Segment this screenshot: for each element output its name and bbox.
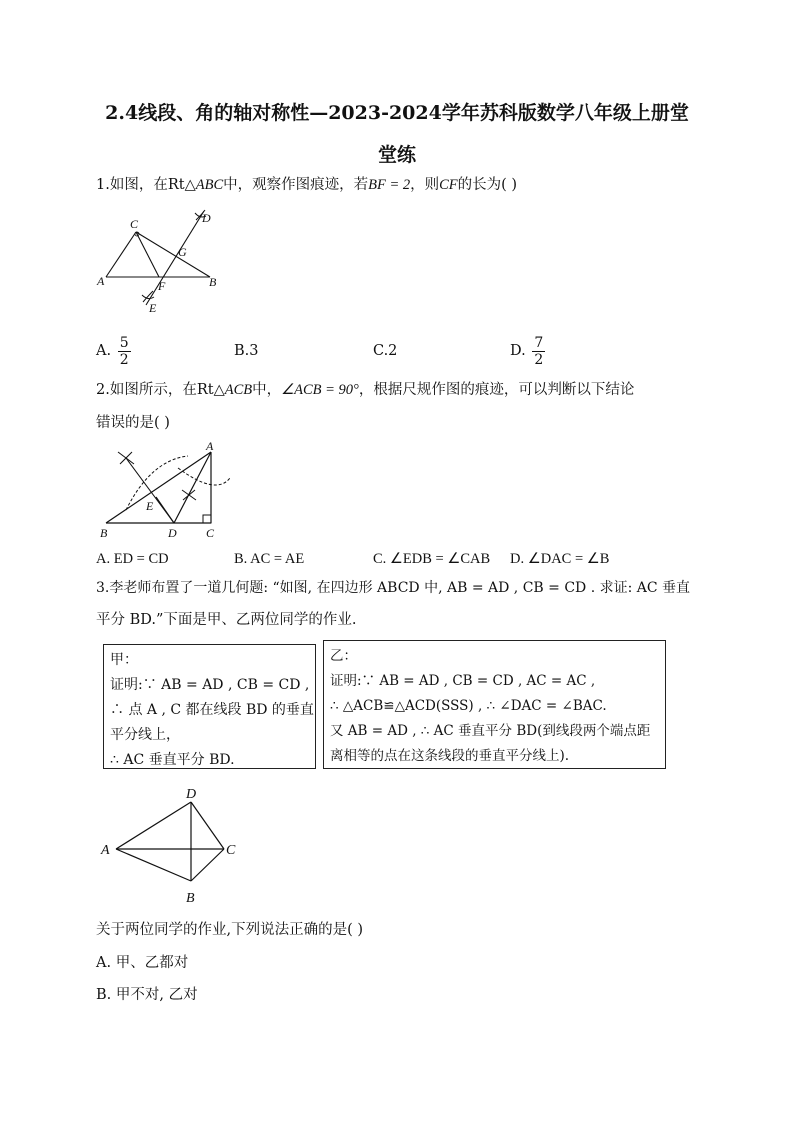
- q1-label-e: E: [149, 301, 157, 315]
- q2-option-c[interactable]: C. ∠EDB = ∠CAB: [373, 551, 491, 567]
- q1-option-a-label: A.: [96, 343, 112, 359]
- q1-label-g: G: [178, 245, 187, 259]
- jia-line-3: ∴ 点 A , C 都在线段 BD 的垂直: [110, 702, 314, 718]
- yi-proof-box: [323, 640, 666, 769]
- q3-label-a: A: [101, 843, 110, 858]
- jia-proof-box: [103, 644, 316, 769]
- q2-stem-text-a: 2.如图所示，在Rt△: [96, 382, 225, 398]
- q1-option-d-numerator: 7: [534, 334, 544, 351]
- q1-label-b: B: [209, 275, 217, 289]
- q2-label-b: B: [100, 526, 108, 540]
- q1-option-a-denominator: 2: [119, 351, 129, 368]
- q3-label-c: C: [226, 843, 236, 858]
- q2-label-a: A: [206, 439, 214, 453]
- q3-stem-line-1: 3.李老师布置了一道几何题: “如图, 在四边形 ABCD 中, AB = AD , CB = CD . 求证: AC 垂直: [96, 580, 691, 596]
- q1-option-d[interactable]: [510, 332, 545, 370]
- q1-option-b[interactable]: B.3: [234, 343, 259, 359]
- document-title: [60, 92, 734, 176]
- q1-segment-cf: CF: [439, 177, 458, 193]
- yi-line-1: 乙：: [330, 648, 357, 664]
- q2-option-a[interactable]: A. ED = CD: [96, 551, 169, 567]
- q1-condition: BF = 2: [368, 177, 411, 193]
- q2-option-b[interactable]: B. AC = AE: [234, 551, 305, 567]
- jia-line-5: ∴ AC 垂直平分 BD.: [110, 752, 235, 768]
- q2-stem-text-b: 中，: [252, 382, 282, 398]
- yi-line-3: ∴ △ACB≌△ACD(SSS) , ∴ ∠DAC = ∠BAC.: [330, 698, 607, 714]
- q1-stem: [96, 175, 517, 195]
- q2-angle-condition: ∠ACB = 90°: [281, 382, 359, 398]
- q2-stem-text-c: ，根据尺规作图的痕迹，可以判断以下结论: [358, 382, 635, 398]
- q3-label-b: B: [186, 891, 195, 906]
- q2-figure: [96, 438, 246, 550]
- q3-label-d: D: [186, 787, 197, 802]
- q2-stem-line-2: 错误的是( ): [96, 415, 170, 431]
- q2-label-e: E: [146, 499, 154, 513]
- q3-option-a[interactable]: A. 甲、乙都对: [96, 955, 189, 971]
- q1-option-d-label: D.: [510, 343, 526, 359]
- q1-option-d-denominator: 2: [534, 351, 544, 368]
- q2-triangle-name: ACB: [224, 382, 253, 398]
- q1-label-f: F: [158, 279, 166, 293]
- q1-label-d: D: [202, 211, 211, 225]
- q1-option-a-numerator: 5: [119, 334, 129, 351]
- q1-label-a: A: [97, 274, 105, 288]
- q3-stem-line-2: 平分 BD.”下面是甲、乙两位同学的作业.: [96, 612, 357, 628]
- q2-option-d[interactable]: D. ∠DAC = ∠B: [510, 551, 610, 567]
- q2-stem-line-1: [96, 380, 634, 400]
- q1-stem-text-c: ，则: [410, 177, 440, 193]
- q1-option-a[interactable]: [96, 332, 131, 370]
- q1-option-d-fraction: [532, 335, 545, 368]
- title-line-2: 堂练: [377, 144, 416, 166]
- title-line-1: 2.4线段、角的轴对称性—2023-2024学年苏科版数学八年级上册堂: [105, 102, 689, 124]
- q1-figure: [92, 205, 232, 324]
- q1-stem-text-d: 的长为( ): [457, 177, 518, 193]
- q1-option-a-fraction: [118, 335, 131, 368]
- q1-label-c: C: [130, 217, 139, 231]
- q1-triangle-name: ABC: [195, 177, 224, 193]
- q2-label-c: C: [206, 526, 215, 540]
- q1-stem-text-a: 1.如图，在Rt△: [96, 177, 196, 193]
- q1-stem-text-b: 中，观察作图痕迹，若: [223, 177, 369, 193]
- q3-question: 关于两位同学的作业,下列说法正确的是( ): [96, 922, 364, 938]
- q2-label-d: D: [168, 526, 177, 540]
- jia-line-2: 证明:∵ AB = AD , CB = CD ,: [110, 677, 310, 693]
- yi-line-5: 离相等的点在这条线段的垂直平分线上).: [330, 748, 570, 764]
- q3-figure: [96, 784, 246, 913]
- yi-line-4: 又 AB = AD , ∴ AC 垂直平分 BD(到线段两个端点距: [330, 723, 651, 739]
- jia-line-4: 平分线上，: [110, 727, 180, 743]
- jia-line-1: 甲：: [110, 652, 138, 668]
- q1-option-c[interactable]: C.2: [373, 343, 398, 359]
- q3-option-b[interactable]: B. 甲不对, 乙对: [96, 987, 198, 1003]
- yi-line-2: 证明:∵ AB = AD , CB = CD , AC = AC ,: [330, 673, 596, 689]
